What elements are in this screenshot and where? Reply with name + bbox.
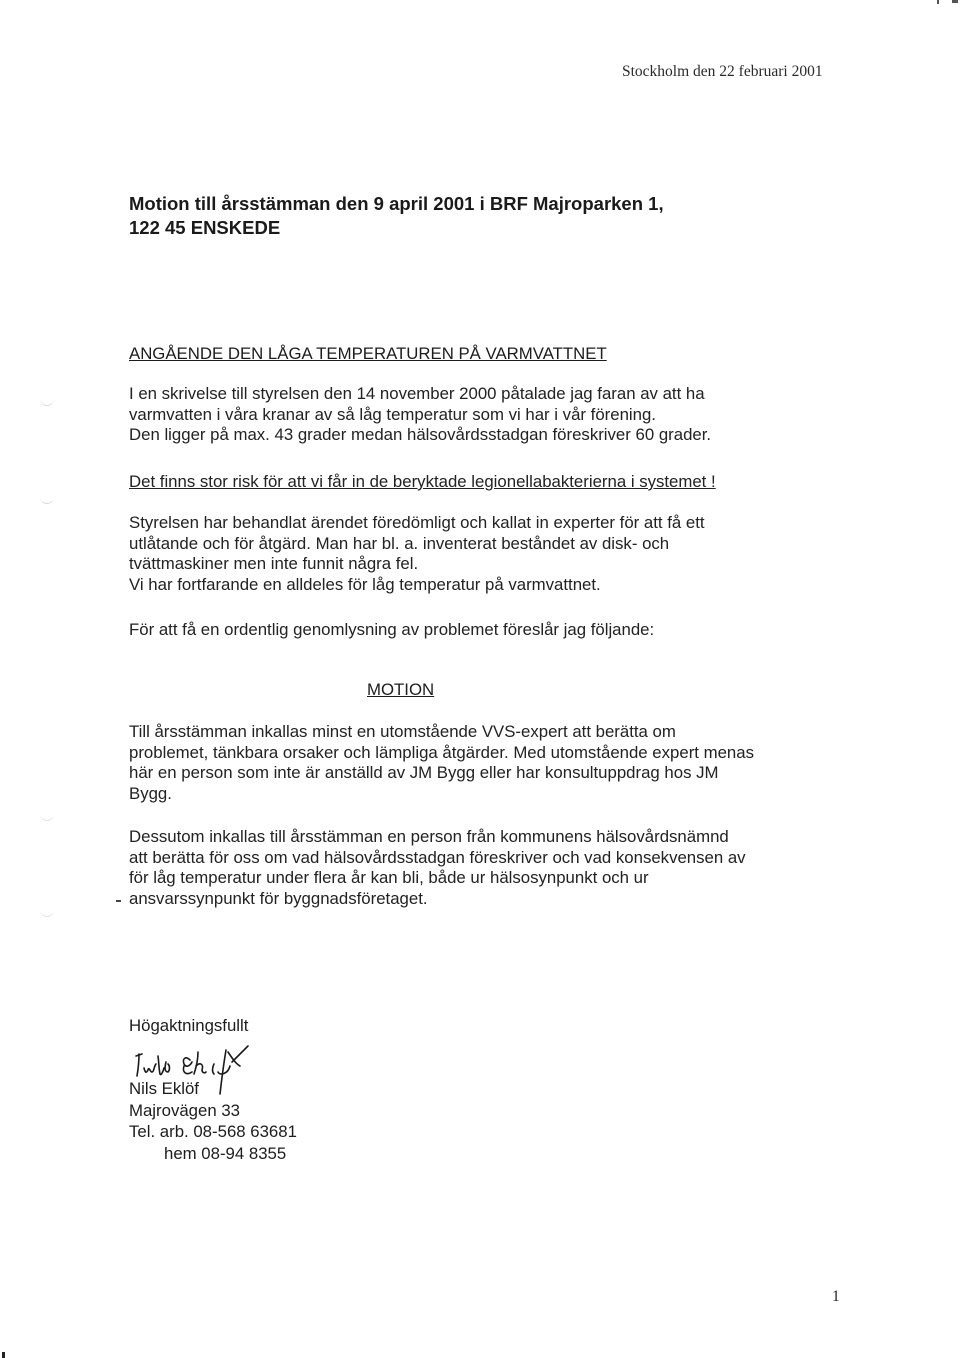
paragraph-line: för låg temperatur under flera år kan bli, både ur hälsosynpunkt och ur xyxy=(129,868,649,888)
warning-line: Det finns stor risk för att vi får in de beryktade legionellabakterierna i systemet ! xyxy=(129,472,716,491)
document-title xyxy=(129,192,664,240)
paragraph-line: Vi har fortfarande en alldeles för låg temperatur på varmvattnet. xyxy=(129,574,601,594)
paragraph-line: Den ligger på max. 43 grader medan hälsovårdsstadgan föreskriver 60 grader. xyxy=(129,425,712,445)
scan-artifact xyxy=(2,1352,5,1358)
paragraph-5 xyxy=(129,827,746,909)
contact-work-phone: Tel. arb. 08-568 63681 xyxy=(129,1122,297,1141)
paragraph-line: Dessutom inkallas till årsstämman en person från kommunens hälsovårdsnämnd xyxy=(129,827,729,846)
contact-name: Nils Eklöf xyxy=(129,1079,199,1098)
paragraph-1 xyxy=(129,384,711,446)
paragraph-line: att berätta för oss om vad hälsovårdsstadgan föreskriver och vad konsekvensen av xyxy=(129,847,746,867)
dateline: Stockholm den 22 februari 2001 xyxy=(622,63,823,80)
closing: Högaktningsfullt xyxy=(129,1016,249,1035)
scan-artifact xyxy=(40,906,54,917)
scan-artifact xyxy=(937,0,939,4)
paragraph-line: I en skrivelse till styrelsen den 14 november 2000 påtalade jag faran av att ha xyxy=(129,384,705,403)
paragraph-4 xyxy=(129,722,754,804)
contact-block xyxy=(129,1078,297,1164)
scan-artifact xyxy=(40,493,54,504)
subject-heading: ANGÅENDE DEN LÅGA TEMPERATUREN PÅ VARMVATTNET xyxy=(129,344,607,363)
paragraph-line: tvättmaskiner men inte funnit några fel. xyxy=(129,554,419,574)
title-line-2: 122 45 ENSKEDE xyxy=(129,217,281,238)
scan-artifact xyxy=(116,900,121,902)
motion-heading: MOTION xyxy=(367,680,435,699)
paragraph-3: För att få en ordentlig genomlysning av problemet föreslår jag följande: xyxy=(129,620,655,639)
paragraph-line: Bygg. xyxy=(129,783,172,803)
page-number: 1 xyxy=(832,1288,840,1305)
contact-home-phone: hem 08-94 8355 xyxy=(164,1143,287,1163)
contact-street: Majrovägen 33 xyxy=(129,1100,241,1120)
paragraph-line: utlåtande och för åtgärd. Man har bl. a. inventerat beståndet av disk- och xyxy=(129,533,670,553)
title-line-1: Motion till årsstämman den 9 april 2001 i BRF Majroparken 1, xyxy=(129,193,664,214)
paragraph-line: här en person som inte är anställd av JM Bygg eller har konsultuppdrag hos JM xyxy=(129,763,719,783)
paragraph-line: Styrelsen har behandlat ärendet föredömligt och kallat in experter för att få ett xyxy=(129,513,705,532)
paragraph-line: problemet, tänkbara orsaker och lämpliga åtgärder. Med utomstående expert menas xyxy=(129,742,754,762)
paragraph-line: Till årsstämman inkallas minst en utomstående VVS-expert att berätta om xyxy=(129,722,676,741)
scan-artifact xyxy=(952,0,958,3)
scan-artifact xyxy=(40,395,54,406)
paragraph-line: varmvatten i våra kranar av så låg temperatur som vi har i vår förening. xyxy=(129,404,656,424)
paragraph-2 xyxy=(129,513,705,595)
scan-artifact xyxy=(40,810,54,821)
paragraph-line: ansvarssynpunkt för byggnadsföretaget. xyxy=(129,888,428,908)
